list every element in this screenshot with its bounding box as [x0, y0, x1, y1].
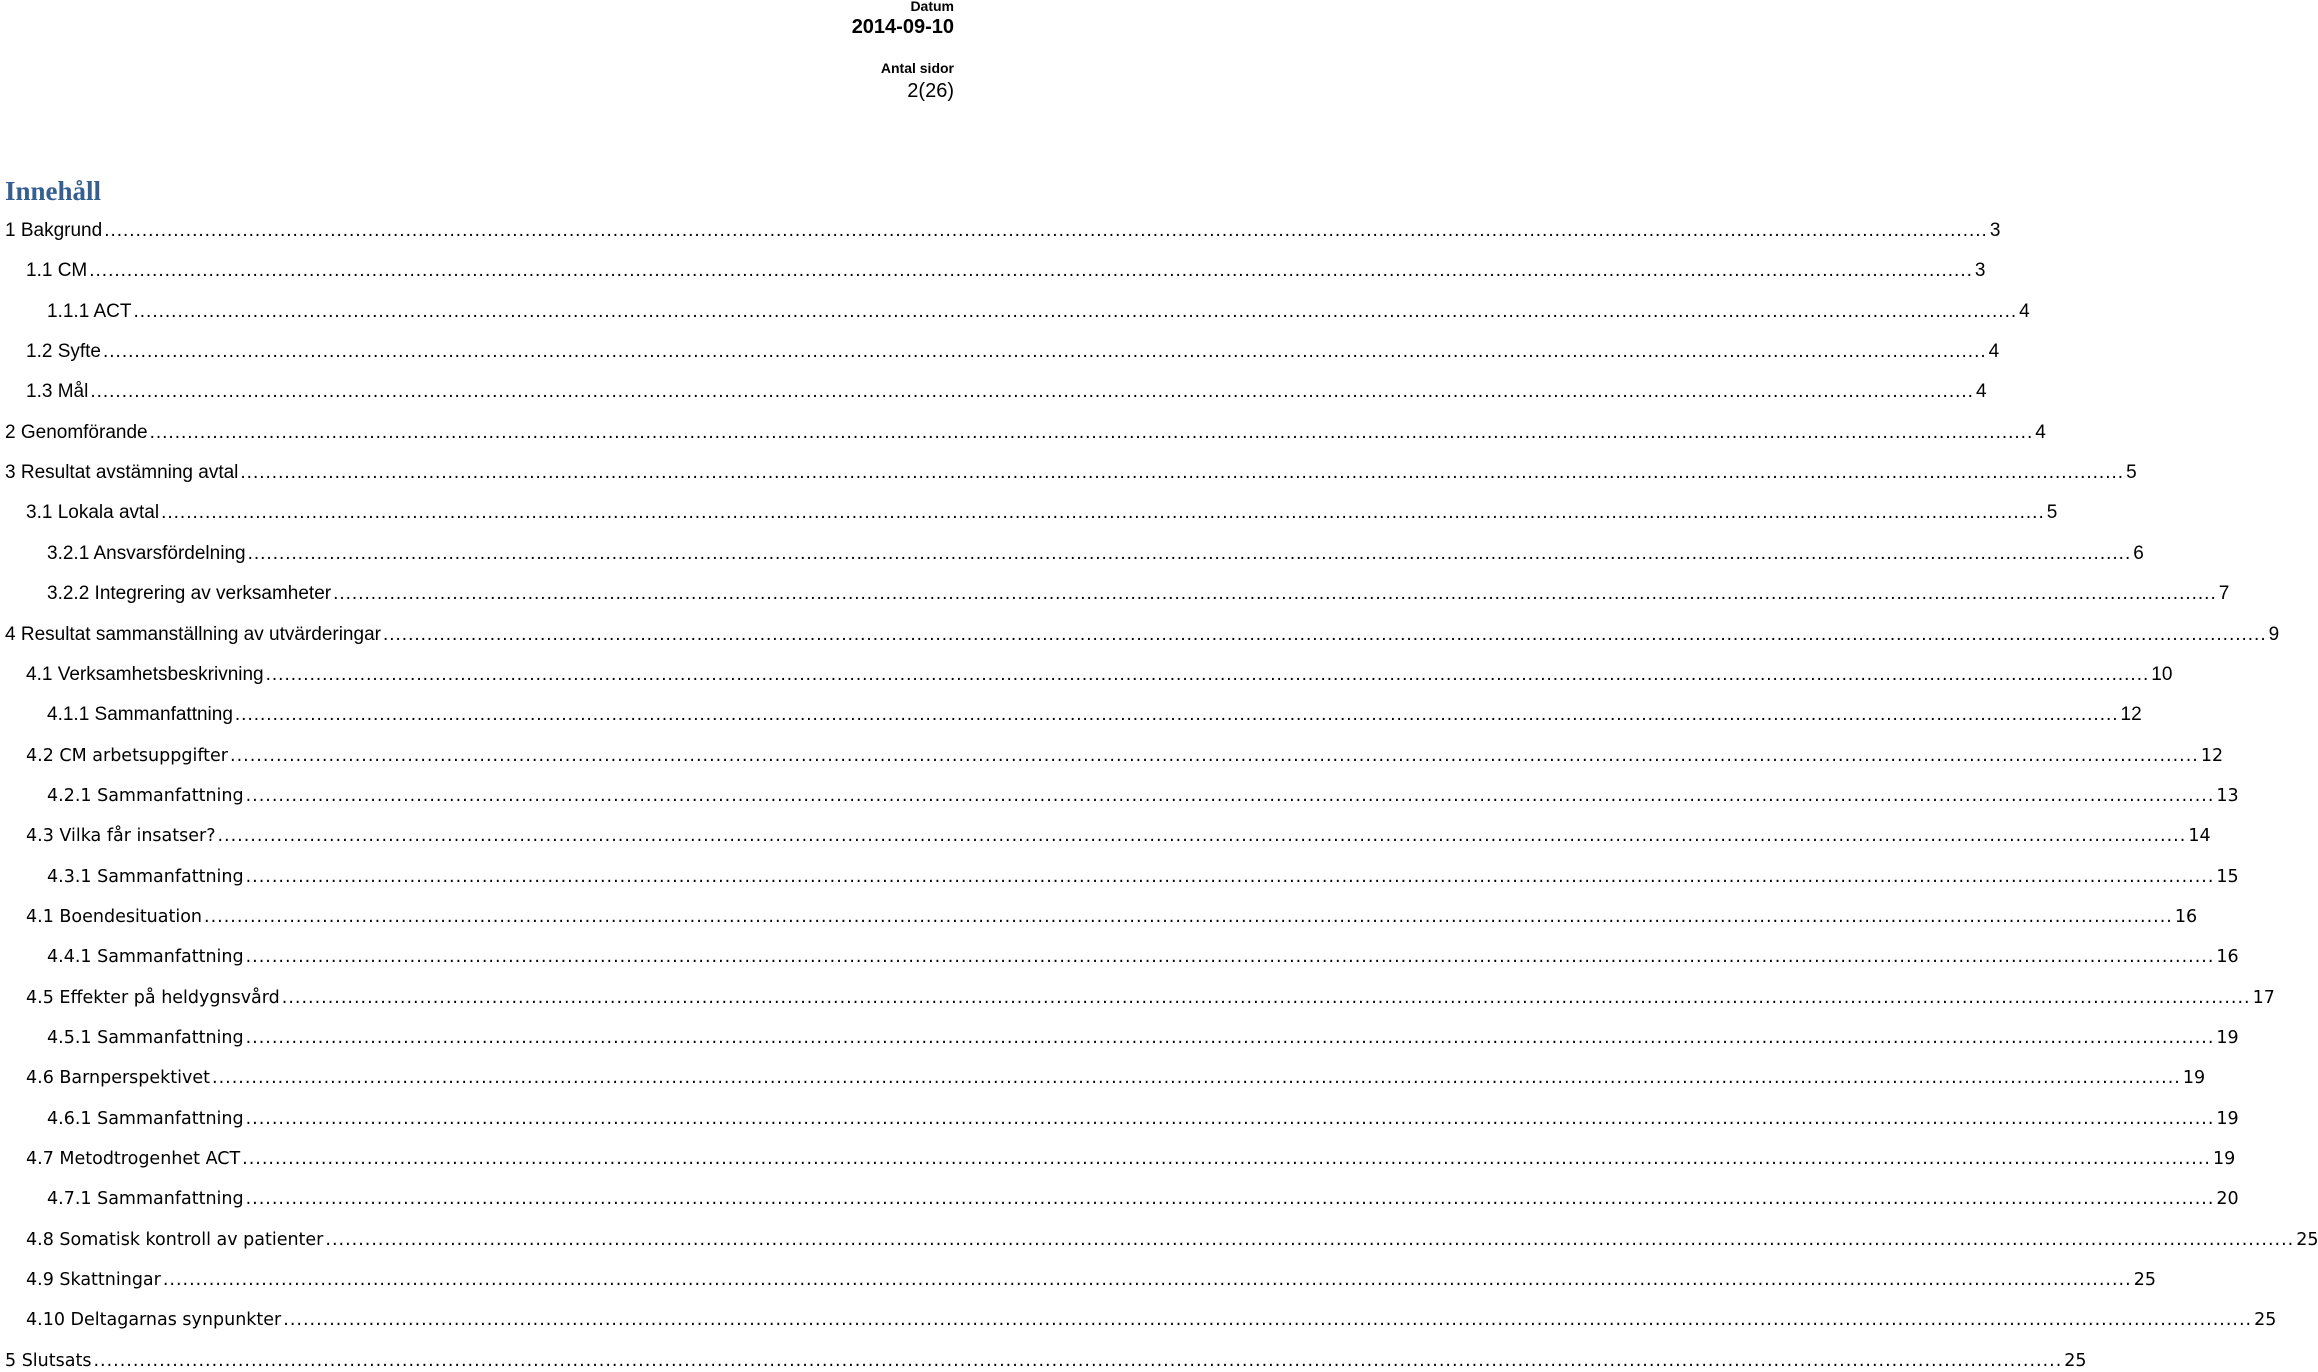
toc-dot-leader: ............................................................................................................................................................................................................................................................................................................	[204, 906, 2173, 927]
toc-entry-title: 4 Resultat sammanställning av utvärderingar	[5, 623, 381, 645]
toc-entry[interactable]	[47, 694, 2142, 726]
toc-entry[interactable]	[26, 1299, 2277, 1331]
toc-dot-leader: ............................................................................................................................................................................................................................................................................................................	[242, 1149, 2211, 1170]
toc-dot-leader: ............................................................................................................................................................................................................................................................................................................	[103, 341, 1987, 363]
toc-dot-leader: ............................................................................................................................................................................................................................................................................................................	[149, 421, 2034, 443]
toc-entry-title: 4.4.1 Sammanfattning	[47, 947, 244, 968]
toc-entry-page: 3	[1974, 260, 1986, 282]
toc-entry-page: 14	[2188, 826, 2211, 847]
toc-entry[interactable]	[26, 331, 2000, 363]
toc-entry-page: 4	[1988, 341, 2000, 363]
toc-dot-leader: ............................................................................................................................................................................................................................................................................................................	[230, 745, 2199, 766]
toc-entry-title: 3.2.1 Ansvarsfördelning	[47, 542, 246, 564]
toc-entry-page: 16	[2216, 947, 2239, 968]
toc-entry-title: 1.3 Mål	[26, 381, 89, 403]
toc-entry[interactable]	[5, 452, 2137, 484]
toc-entry-title: 4.1 Boendesituation	[26, 906, 203, 927]
toc-entry-title: 3.2.2 Integrering av verksamheter	[47, 583, 332, 605]
toc-entry-page: 17	[2252, 987, 2275, 1008]
toc-entry[interactable]	[26, 250, 1986, 282]
toc-entry[interactable]	[47, 1178, 2239, 1210]
toc-entry-title: 1.2 Syfte	[26, 341, 101, 363]
toc-entry[interactable]	[47, 775, 2239, 807]
toc-entry-page: 15	[2216, 866, 2239, 887]
toc-entry[interactable]	[47, 936, 2239, 968]
toc-entry[interactable]	[26, 977, 2275, 1009]
toc-entry-title: 4.8 Somatisk kontroll av patienter	[26, 1229, 324, 1250]
toc-dot-leader: ............................................................................................................................................................................................................................................................................................................	[245, 947, 2215, 968]
page-count-label: Antal sidor	[880, 60, 954, 76]
toc-entry[interactable]	[47, 291, 2030, 323]
toc-entry-page: 13	[2216, 785, 2239, 806]
toc-entry-page: 4	[1975, 381, 1987, 403]
toc-entry[interactable]	[47, 573, 2230, 605]
toc-entry-page: 5	[2046, 502, 2058, 524]
toc-dot-leader: ............................................................................................................................................................................................................................................................................................................	[104, 220, 1988, 241]
toc-entry-title: 1 Bakgrund	[5, 220, 103, 241]
toc-entry-page: 6	[2133, 542, 2144, 564]
toc-entry-title: 4.5.1 Sammanfattning	[47, 1028, 244, 1048]
toc-dot-leader: ............................................................................................................................................................................................................................................................................................................	[245, 866, 2215, 887]
toc-entry-title: 3.1 Lokala avtal	[26, 502, 160, 524]
toc-entry-title: 4.2.1 Sammanfattning	[47, 785, 244, 806]
toc-entry-page: 19	[2216, 1108, 2239, 1129]
toc-entry-page: 16	[2174, 906, 2198, 927]
toc-entry-page: 25	[2296, 1229, 2318, 1250]
toc-entry[interactable]	[26, 1138, 2236, 1170]
toc-dot-leader: ............................................................................................................................................................................................................................................................................................................	[89, 260, 1973, 282]
toc-entry-title: 1.1.1 ACT	[47, 300, 132, 322]
toc-dot-leader: ............................................................................................................................................................................................................................................................................................................	[212, 1068, 2181, 1089]
toc-entry[interactable]	[26, 1259, 2156, 1291]
toc-entry[interactable]	[47, 1098, 2239, 1130]
toc-dot-leader: ............................................................................................................................................................................................................................................................................................................	[234, 704, 2119, 726]
toc-entry-title: 4.5 Effekter på heldygnsvård	[26, 987, 280, 1008]
toc-entry-page: 19	[2212, 1149, 2236, 1170]
toc-dot-leader: ............................................................................................................................................................................................................................................................................................................	[162, 1270, 2132, 1291]
toc-entry-page: 12	[2200, 745, 2224, 766]
toc-entry-page: 12	[2120, 704, 2142, 726]
toc-entry-title: 4.6 Barnperspektivet	[26, 1068, 211, 1089]
toc-entry-page: 9	[2268, 623, 2280, 645]
toc-dot-leader: ............................................................................................................................................................................................................................................................................................................	[245, 1028, 2215, 1048]
toc-entry-title: 4.1.1 Sammanfattning	[47, 704, 233, 726]
toc-entry-title: 3 Resultat avstämning avtal	[5, 462, 239, 484]
toc-entry-title: 4.6.1 Sammanfattning	[47, 1108, 244, 1129]
toc-entry-page: 7	[2218, 583, 2230, 605]
toc-entry-title: 1.1 CM	[26, 260, 88, 282]
toc-dot-leader: ............................................................................................................................................................................................................................................................................................................	[281, 987, 2251, 1008]
toc-dot-leader: ............................................................................................................................................................................................................................................................................................................	[283, 1310, 2253, 1331]
date-value: 2014-09-10	[851, 16, 954, 38]
toc-entry[interactable]	[47, 1017, 2239, 1049]
toc-dot-leader: ............................................................................................................................................................................................................................................................................................................	[325, 1229, 2295, 1250]
toc-dot-leader: ............................................................................................................................................................................................................................................................................................................	[161, 502, 2045, 524]
toc-entry[interactable]	[26, 1219, 2318, 1251]
toc-entry-title: 4.7.1 Sammanfattning	[47, 1189, 244, 1210]
toc-dot-leader: ............................................................................................................................................................................................................................................................................................................	[93, 1350, 2063, 1371]
toc-entry-title: 4.9 Skattningar	[26, 1270, 161, 1291]
toc-entry[interactable]	[47, 533, 2144, 565]
toc-entry[interactable]	[5, 412, 2046, 444]
toc-entry-page: 19	[2216, 1028, 2239, 1048]
toc-entry-page: 5	[2126, 462, 2137, 484]
toc-entry-title: 4.2 CM arbetsuppgifter	[26, 745, 229, 766]
toc-entry-title: 2 Genomförande	[5, 421, 148, 443]
toc-title: Innehåll	[5, 176, 102, 206]
toc-entry[interactable]	[5, 210, 2001, 242]
toc-entry-title: 4.10 Deltagarnas synpunkter	[26, 1310, 282, 1331]
toc-entry-page: 25	[2064, 1350, 2087, 1371]
toc-entry-page: 19	[2182, 1068, 2206, 1089]
toc-entry[interactable]	[26, 1057, 2206, 1089]
toc-entry-page: 10	[2151, 663, 2173, 685]
toc-entry[interactable]	[5, 614, 2280, 646]
toc-entry-title: 4.3.1 Sammanfattning	[47, 866, 244, 887]
toc-dot-leader: ............................................................................................................................................................................................................................................................................................................	[245, 1189, 2215, 1210]
toc-entry-title: 4.7 Metodtrogenhet ACT	[26, 1149, 241, 1170]
toc-entry[interactable]	[26, 815, 2211, 847]
toc-dot-leader: ............................................................................................................................................................................................................................................................................................................	[240, 462, 2125, 484]
toc-entry-title: 5 Slutsats	[5, 1350, 92, 1371]
toc-dot-leader: ............................................................................................................................................................................................................................................................................................................	[245, 1108, 2215, 1129]
toc-dot-leader: ............................................................................................................................................................................................................................................................................................................	[217, 826, 2187, 847]
toc-entry[interactable]	[26, 654, 2173, 686]
toc-entry-page: 25	[2254, 1310, 2277, 1331]
toc-entry[interactable]	[26, 735, 2224, 767]
date-label: Datum	[910, 0, 954, 14]
toc-dot-leader: ............................................................................................................................................................................................................................................................................................................	[90, 381, 1974, 403]
toc-entry-page: 4	[2035, 421, 2046, 443]
toc-entry-title: 4.3 Vilka får insatser?	[26, 826, 216, 847]
toc-dot-leader: ............................................................................................................................................................................................................................................................................................................	[382, 623, 2267, 645]
toc-dot-leader: ............................................................................................................................................................................................................................................................................................................	[245, 785, 2215, 806]
toc-entry-title: 4.1 Verksamhetsbeskrivning	[26, 663, 264, 685]
toc-dot-leader: ............................................................................................................................................................................................................................................................................................................	[133, 300, 2018, 322]
toc-entry-page: 25	[2133, 1270, 2156, 1291]
toc-entry-page: 4	[2019, 300, 2030, 322]
toc-entry-page: 20	[2216, 1189, 2239, 1210]
page-count-value: 2(26)	[907, 80, 954, 102]
toc-entry[interactable]	[26, 371, 1987, 403]
toc-entry-page: 3	[1989, 220, 2001, 241]
toc-entry[interactable]	[26, 896, 2198, 928]
toc-entry[interactable]	[47, 856, 2239, 888]
toc-dot-leader: ............................................................................................................................................................................................................................................................................................................	[247, 542, 2132, 564]
toc-entry[interactable]	[5, 1340, 2087, 1372]
toc-dot-leader: ............................................................................................................................................................................................................................................................................................................	[333, 583, 2217, 605]
toc-dot-leader: ............................................................................................................................................................................................................................................................................................................	[265, 663, 2150, 685]
toc-entry[interactable]	[26, 492, 2058, 524]
